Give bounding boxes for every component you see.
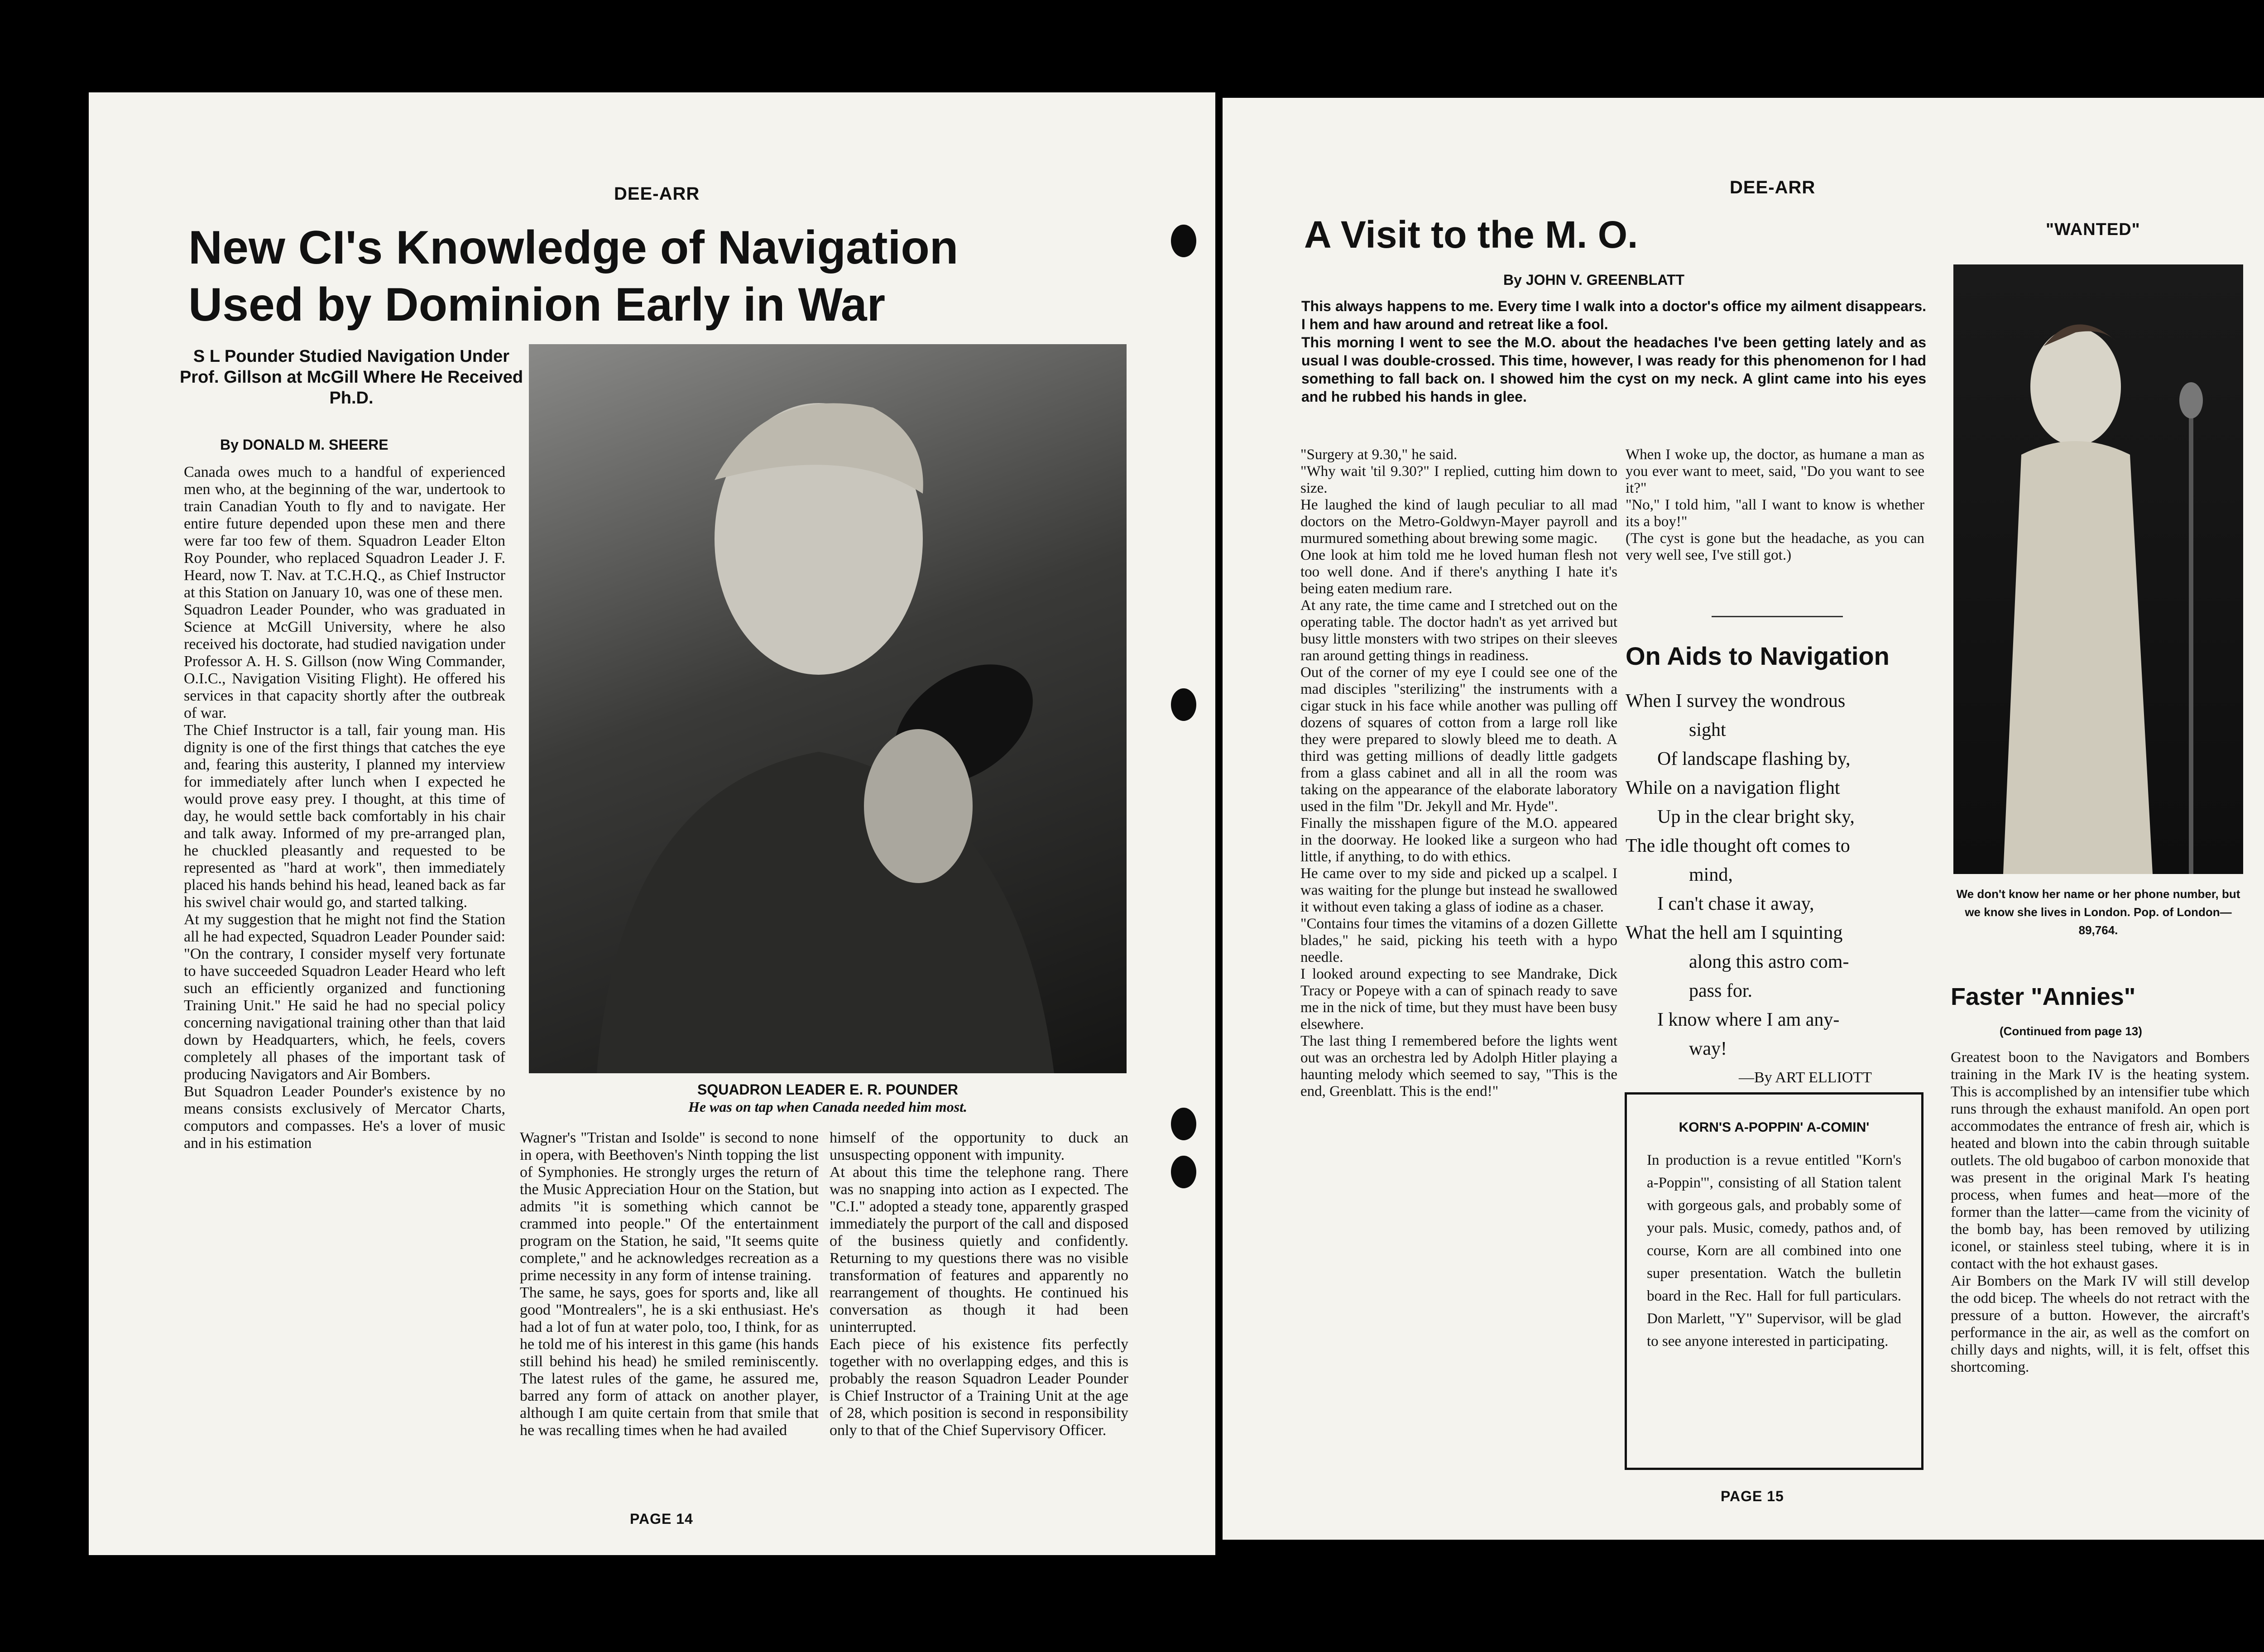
poem-line: sight (1689, 720, 1726, 740)
poem-line: along this astro com- (1689, 951, 1849, 972)
article-column-2: When I woke up, the doctor, as humane a man as you ever want to meet, said, "Do you want to see it?" "No," I told him, "all I want to know is whether its a boy!" (The cyst is gone but the headache, as you can very well see, I've still got.) (1626, 447, 1924, 563)
section-divider (1712, 616, 1843, 617)
article-column-1: "Surgery at 9.30," he said. "Why wait 'til 9.30?" I replied, cutting him down to size. He laughed the kind of laugh peculiar to all mad doctors on the Metro-Goldwyn-Mayer payroll and murmured something about brewing some magic. One look at him told me he loved human flesh not too well done. And if there's anything I hate it's being eaten medium rare. At any rate, the time came and I stretched out on the operating table. The doctor hadn't as yet arrived but busy little monsters with two stripes on their sleeves ran around getting things in readiness. Out of the corner of my eye I could see one of the mad disciples "sterilizing" the instruments with a cigar stuck in his face while another was pulling off dozens of squares of cotton from a large roll like they were prepared to slowly bleed me to death. A third was getting millions of deadly little gadgets from a glass cabinet and all in all the room was taking on the appearance of the elaborate laboratory used in the film "Dr. Jekyll and Mr. Hyde". Finally the misshapen figure of the M.O. appeared in the doorway. He looked like a surgeon who had little, if anything, to do with ethics. He came over to my side and picked up a scalpel. I was waiting for the plunge but instead he swallowed it without even taking a glass of iodine as a chaser. "Contains four times the vitamins of a dozen Gillette blades," he said, picking his teeth with a hypo needle. I looked around expecting to see Mandrake, Dick Tracy or Popeye with a can of spinach ready to save me in the nick of time, but they must have been busy elsewhere. The last thing I remembered before the lights went out was an orchestra led by Adolph Hitler playing a haunting melody which seemed to say, "This is the end, Greenblatt. This is the end!" (1300, 447, 1617, 1100)
binder-hole (1171, 1108, 1196, 1140)
poem-line: I know where I am any- (1657, 1009, 1840, 1030)
article-title: A Visit to the M. O. (1304, 213, 1638, 256)
title-line-1: New CI's Knowledge of Navigation (188, 221, 959, 274)
article-byline: By DONALD M. SHEERE (220, 437, 389, 453)
article-byline: By JOHN V. GREENBLATT (1503, 272, 1685, 288)
article-title (188, 219, 958, 333)
poem-line: I can't chase it away, (1657, 893, 1814, 914)
poem-title: On Aids to Navigation (1626, 642, 1890, 670)
announcement-text: In production is a revue entitled "Korn's a-Poppin'", consisting of all Station talent with gorgeous gals, and probably some of your pals. Music, comedy, pathos and, of course, Korn are all combined into one super presentation. Watch the bulletin board in the Rec. Hall for full particulars. Don Marlett, "Y" Supervisor, will be glad to see anyone interested in participating. (1647, 1152, 1901, 1349)
title-line-2: Used by Dominion Early in War (188, 279, 886, 331)
wanted-title: "WANTED" (2046, 220, 2140, 239)
article-column-3: himself of the opportunity to duck an unsuspecting opponent with impunity. At about this time the telephone rang. There was no snapping into action as I expected. The "C.I." adopted a steady tone, apparently grasped immediately the purport of the call and disposed of the business quietly and confidently. Returning to my questions there was no visible transformation of features and apparently no rearrangement of thoughts. He continued his conversation as though it had been uninterrupted. Each piece of his existence fits perfectly together with no overlapping edges, and this is probably the reason Squadron Leader Pounder is Chief Instructor of a Training Unit at the age of 28, which position is second in responsibility only to that of the Chief Supervisory Officer. (830, 1129, 1128, 1439)
squadron-leader-photo (529, 344, 1127, 1073)
poem-line: pass for. (1689, 980, 1752, 1001)
faster-annies-title: Faster "Annies" (1951, 983, 2136, 1010)
poem-author: —By ART ELLIOTT (1739, 1069, 1872, 1086)
photo-caption-sub: He was on tap when Canada needed him most. (688, 1099, 968, 1115)
article-intro: This always happens to me. Every time I walk into a doctor's office my ailment disappears. I hem and haw around and retreat like a fool. This morning I went to see the M.O. about the headaches I've been getting lately and as usual I was double-crossed. This time, however, I was ready for this phenomenon for I had something to fall back on. I showed him the cyst on my neck. A glint came into his eyes and he rubbed his hands in glee. (1301, 298, 1926, 405)
poem-line: way! (1689, 1038, 1727, 1059)
portrait-illustration (529, 344, 1127, 1073)
page-number: PAGE 15 (1721, 1488, 1784, 1504)
poem-line: While on a navigation flight (1626, 778, 1840, 798)
announcement-box (1625, 1092, 1923, 1470)
page-header: DEE-ARR (614, 184, 700, 204)
binder-hole (1171, 688, 1196, 721)
woman-silhouette-illustration (1953, 264, 2243, 874)
article-column-2: Wagner's "Tristan and Isolde" is second to none in opera, with Beethoven's Ninth topping the list of Symphonies. He strongly urges the return of the Music Appreciation Hour on the Station, but admits "it is something which cannot be crammed into people." Of the entertainment program on the Station, he said, "It seems quite complete," and he acknowledges recreation as a prime necessity in any form of intense training. The same, he says, goes for sports and, like all good "Montrealers", he is a ski enthusiast. He's had a lot of fun at water polo, too, I think, for as he told me of his interest in this game (his hands still behind his head) he smiled reminiscently. The latest rules of the game, he assured me, barred any form of attack on another player, although I am quite certain from that smile that he was recalling times when he had availed (520, 1129, 819, 1439)
article-column-1: Canada owes much to a handful of experienced men who, at the beginning of the war, undertook to train Canadian Youth to fly and to navigate. Her entire future depended upon these men and there were far too few of them. Squadron Leader Elton Roy Pounder, who replaced Squadron Leader J. F. Heard, now T. Nav. at T.C.H.Q., as Chief Instructor at this Station on January 10, was one of these men. Squadron Leader Pounder, who was graduated in Science at McGill University, where he also received his doctorate, had studied navigation under Professor A. H. S. Gillson (now Wing Commander, O.I.C., Navigation Visiting Flight). He offered his services in that capacity shortly after the outbreak of war. The Chief Instructor is a tall, fair young man. His dignity is one of the first things that catches the eye and, fearing this austerity, I planned my interview for immediately after lunch when I expected he would prove easy prey. I thought, at this time of day, he would settle back comfortably in his chair and talk away. Informed of my pre-arranged plan, he chuckled pleasantly and requested to be represented as "hard at work", then immediately placed his hands behind his head, leaned back as far his swivel chair would go, and started talking. At my suggestion that he might not find the Station all he had expected, Squadron Leader Pounder said: "On the contrary, I consider myself very fortunate to have succeeded Squadron Leader Heard who left such an efficiently organized and functioning Training Unit." He said he had no special policy concerning navigational training other than that laid down by Headquarters, which, he feels, covers completely all phases of the important task of producing Navigators and Air Bombers. But Squadron Leader Pounder's existence by no means consists exclusively of Mercator Charts, computors and compasses. He's a lover of music and in his estimation (184, 464, 505, 1152)
left-page (89, 92, 1215, 1555)
page-header: DEE-ARR (1730, 178, 1816, 197)
binder-hole (1171, 1156, 1196, 1188)
wanted-caption: We don't know her name or her phone number, but we know she lives in London. Pop. of London—89,764. (1956, 887, 2240, 937)
poem-line: What the hell am I squinting (1626, 922, 1843, 943)
faster-annies-continued: (Continued from page 13) (2000, 1024, 2142, 1038)
poem-line: Of landscape flashing by, (1657, 749, 1851, 769)
page-number: PAGE 14 (630, 1511, 693, 1527)
poem-line: When I survey the wondrous (1626, 691, 1846, 711)
photo-caption-title: SQUADRON LEADER E. R. POUNDER (697, 1081, 959, 1098)
poem-line: mind, (1689, 864, 1733, 885)
poem-line: The idle thought oft comes to (1626, 836, 1850, 856)
poem-body (1626, 687, 1933, 1092)
binder-hole (1171, 225, 1196, 257)
faster-annies-text: Greatest boon to the Navigators and Bombers training in the Mark IV is the heating system. This is accomplished by an intensifier tube which runs through the exhaust manifold. An open port accommodates the entrance of fresh air, which is heated and blown into the cabin through suitable outlets. The old bugaboo of carbon monoxide that was present in the original Mark I's heating process, when fumes and heat—more of the former than the latter—came from the vicinity of the bomb bay, has been removed by utilizing iconel, or stainless steel tubing, where it is in contact with the hot exhaust gases. Air Bombers on the Mark IV will still develop the odd bicep. The wheels do not retract with the pressure of a button. However, the aircraft's performance in the air, as well as the comfort on chilly days and nights, will, it is felt, offset this shortcoming. (1951, 1049, 2250, 1375)
wanted-photo (1953, 264, 2243, 874)
article-subhead: S L Pounder Studied Navigation Under Prof. Gillson at McGill Where He Received Ph.D. (179, 347, 523, 408)
poem-line: Up in the clear bright sky, (1657, 807, 1855, 827)
announcement-title: KORN'S A-POPPIN' A-COMIN' (1679, 1120, 1870, 1135)
right-page (1223, 98, 2264, 1540)
